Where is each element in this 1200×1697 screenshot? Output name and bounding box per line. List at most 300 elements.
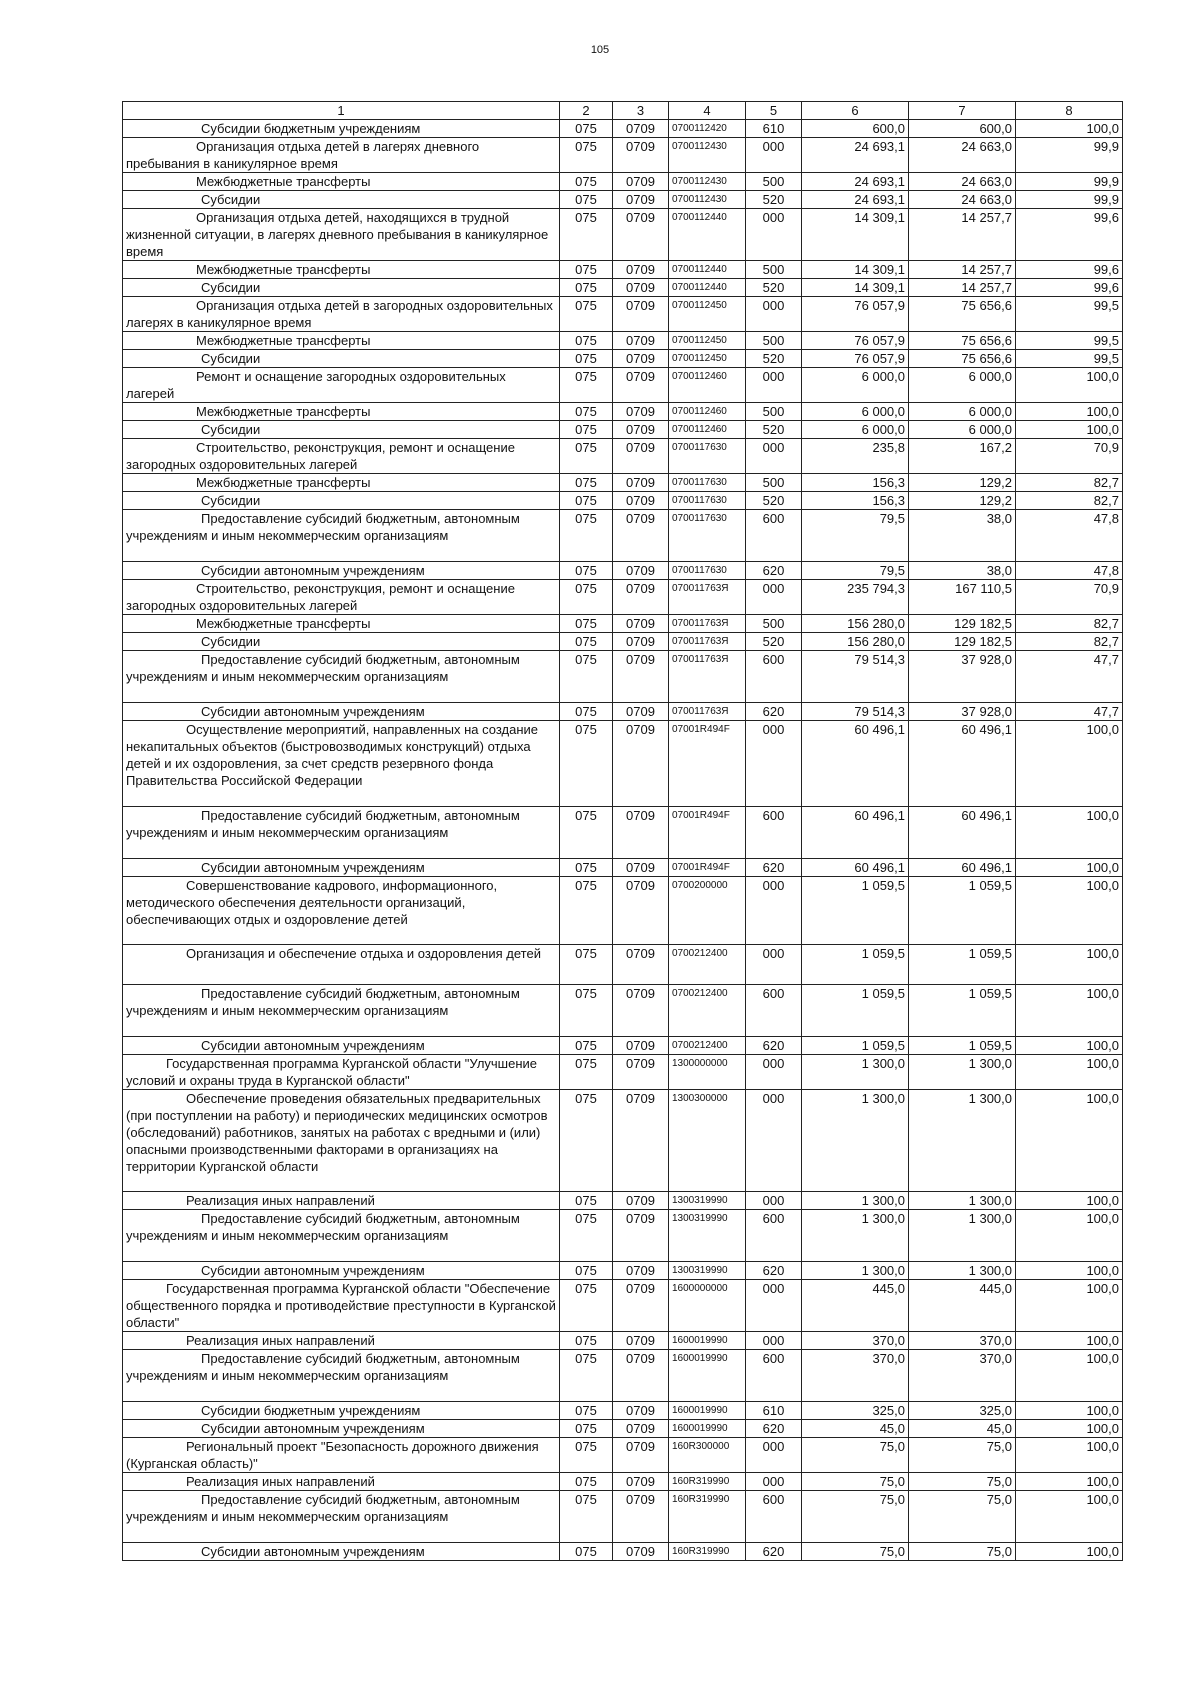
expense-type-cell: 600 bbox=[746, 510, 802, 562]
actual-amount-cell: 37 928,0 bbox=[909, 703, 1016, 721]
expense-type-cell: 000 bbox=[746, 1055, 802, 1090]
target-article-cell: 0700112450 bbox=[669, 350, 746, 368]
admin-code-cell: 075 bbox=[560, 1473, 613, 1491]
admin-code-cell: 075 bbox=[560, 721, 613, 807]
execution-percent-cell: 100,0 bbox=[1016, 1280, 1123, 1332]
admin-code-cell: 075 bbox=[560, 439, 613, 474]
planned-amount-cell: 600,0 bbox=[802, 120, 909, 138]
expense-type-cell: 000 bbox=[746, 721, 802, 807]
section-code-cell: 0709 bbox=[613, 1491, 669, 1543]
actual-amount-cell: 1 300,0 bbox=[909, 1192, 1016, 1210]
target-article-cell: 1600019990 bbox=[669, 1402, 746, 1420]
row-name-text: Предоставление субсидий бюджетным, автономным учреждениям и иным некоммерческим организациям bbox=[126, 986, 520, 1018]
table-row bbox=[123, 807, 1123, 859]
table-row bbox=[123, 721, 1123, 807]
table-row bbox=[123, 580, 1123, 615]
column-header: 2 bbox=[560, 102, 613, 120]
row-name-cell bbox=[123, 1055, 560, 1090]
admin-code-cell: 075 bbox=[560, 633, 613, 651]
table-row bbox=[123, 474, 1123, 492]
row-name-text: Ремонт и оснащение загородных оздоровительных лагерей bbox=[126, 369, 506, 401]
execution-percent-cell: 70,9 bbox=[1016, 580, 1123, 615]
actual-amount-cell: 38,0 bbox=[909, 510, 1016, 562]
row-name-cell bbox=[123, 703, 560, 721]
execution-percent-cell: 47,8 bbox=[1016, 510, 1123, 562]
expense-type-cell: 500 bbox=[746, 615, 802, 633]
actual-amount-cell: 6 000,0 bbox=[909, 403, 1016, 421]
admin-code-cell: 075 bbox=[560, 492, 613, 510]
actual-amount-cell: 24 663,0 bbox=[909, 191, 1016, 209]
table-row bbox=[123, 492, 1123, 510]
planned-amount-cell: 1 300,0 bbox=[802, 1055, 909, 1090]
actual-amount-cell: 60 496,1 bbox=[909, 859, 1016, 877]
planned-amount-cell: 76 057,9 bbox=[802, 332, 909, 350]
column-header: 8 bbox=[1016, 102, 1123, 120]
execution-percent-cell: 100,0 bbox=[1016, 1332, 1123, 1350]
section-code-cell: 0709 bbox=[613, 403, 669, 421]
execution-percent-cell: 99,9 bbox=[1016, 191, 1123, 209]
execution-percent-cell: 100,0 bbox=[1016, 1543, 1123, 1561]
row-name-text: Субсидии bbox=[201, 493, 261, 508]
expense-type-cell: 500 bbox=[746, 173, 802, 191]
target-article-cell: 1300300000 bbox=[669, 1090, 746, 1192]
execution-percent-cell: 70,9 bbox=[1016, 439, 1123, 474]
actual-amount-cell: 1 059,5 bbox=[909, 1037, 1016, 1055]
execution-percent-cell: 100,0 bbox=[1016, 1420, 1123, 1438]
row-name-cell bbox=[123, 859, 560, 877]
section-code-cell: 0709 bbox=[613, 807, 669, 859]
execution-percent-cell: 100,0 bbox=[1016, 421, 1123, 439]
row-name-text: Организация и обеспечение отдыха и оздоровления детей bbox=[186, 946, 541, 961]
expense-type-cell: 000 bbox=[746, 1090, 802, 1192]
target-article-cell: 1600000000 bbox=[669, 1280, 746, 1332]
target-article-cell: 160R300000 bbox=[669, 1438, 746, 1473]
admin-code-cell: 075 bbox=[560, 945, 613, 985]
execution-percent-cell: 99,9 bbox=[1016, 173, 1123, 191]
row-name-text: Межбюджетные трансферты bbox=[196, 404, 371, 419]
table-row bbox=[123, 1473, 1123, 1491]
execution-percent-cell: 100,0 bbox=[1016, 1350, 1123, 1402]
execution-percent-cell: 100,0 bbox=[1016, 859, 1123, 877]
expense-type-cell: 520 bbox=[746, 421, 802, 439]
table-row bbox=[123, 1037, 1123, 1055]
row-name-cell bbox=[123, 1037, 560, 1055]
section-code-cell: 0709 bbox=[613, 1055, 669, 1090]
table-row bbox=[123, 297, 1123, 332]
planned-amount-cell: 156 280,0 bbox=[802, 615, 909, 633]
section-code-cell: 0709 bbox=[613, 1262, 669, 1280]
table-row bbox=[123, 421, 1123, 439]
table-row bbox=[123, 439, 1123, 474]
actual-amount-cell: 60 496,1 bbox=[909, 807, 1016, 859]
table-row bbox=[123, 1090, 1123, 1192]
planned-amount-cell: 6 000,0 bbox=[802, 421, 909, 439]
row-name-text: Субсидии автономным учреждениям bbox=[201, 1544, 425, 1559]
row-name-text: Строительство, реконструкция, ремонт и оснащение загородных оздоровительных лагерей bbox=[126, 440, 515, 472]
planned-amount-cell: 235 794,3 bbox=[802, 580, 909, 615]
execution-percent-cell: 100,0 bbox=[1016, 120, 1123, 138]
planned-amount-cell: 24 693,1 bbox=[802, 173, 909, 191]
table-row bbox=[123, 562, 1123, 580]
admin-code-cell: 075 bbox=[560, 580, 613, 615]
row-name-text: Межбюджетные трансферты bbox=[196, 262, 371, 277]
admin-code-cell: 075 bbox=[560, 120, 613, 138]
table-row bbox=[123, 209, 1123, 261]
row-name-text: Государственная программа Курганской области "Улучшение условий и охраны труда в Курганской области" bbox=[126, 1056, 538, 1088]
expense-type-cell: 620 bbox=[746, 1262, 802, 1280]
section-code-cell: 0709 bbox=[613, 474, 669, 492]
section-code-cell: 0709 bbox=[613, 1280, 669, 1332]
table-row bbox=[123, 703, 1123, 721]
row-name-cell bbox=[123, 1280, 560, 1332]
row-name-text: Межбюджетные трансферты bbox=[196, 174, 371, 189]
section-code-cell: 0709 bbox=[613, 332, 669, 350]
actual-amount-cell: 14 257,7 bbox=[909, 279, 1016, 297]
admin-code-cell: 075 bbox=[560, 985, 613, 1037]
target-article-cell: 0700112430 bbox=[669, 173, 746, 191]
target-article-cell: 0700112440 bbox=[669, 279, 746, 297]
actual-amount-cell: 75,0 bbox=[909, 1543, 1016, 1561]
planned-amount-cell: 75,0 bbox=[802, 1491, 909, 1543]
admin-code-cell: 075 bbox=[560, 138, 613, 173]
execution-percent-cell: 99,5 bbox=[1016, 297, 1123, 332]
target-article-cell: 070011763Я bbox=[669, 651, 746, 703]
row-name-text: Предоставление субсидий бюджетным, автономным учреждениям и иным некоммерческим организациям bbox=[126, 1351, 520, 1383]
admin-code-cell: 075 bbox=[560, 403, 613, 421]
row-name-cell bbox=[123, 877, 560, 945]
row-name-cell bbox=[123, 138, 560, 173]
actual-amount-cell: 1 059,5 bbox=[909, 945, 1016, 985]
expense-type-cell: 000 bbox=[746, 1332, 802, 1350]
table-row bbox=[123, 1332, 1123, 1350]
row-name-text: Организация отдыха детей в лагерях дневного пребывания в каникулярное время bbox=[126, 139, 480, 171]
actual-amount-cell: 1 300,0 bbox=[909, 1210, 1016, 1262]
table-row bbox=[123, 173, 1123, 191]
row-name-cell bbox=[123, 1473, 560, 1491]
row-name-text: Субсидии автономным учреждениям bbox=[201, 563, 425, 578]
section-code-cell: 0709 bbox=[613, 279, 669, 297]
admin-code-cell: 075 bbox=[560, 1420, 613, 1438]
actual-amount-cell: 167 110,5 bbox=[909, 580, 1016, 615]
target-article-cell: 0700112440 bbox=[669, 209, 746, 261]
row-name-cell bbox=[123, 1332, 560, 1350]
actual-amount-cell: 24 663,0 bbox=[909, 173, 1016, 191]
column-header: 5 bbox=[746, 102, 802, 120]
section-code-cell: 0709 bbox=[613, 985, 669, 1037]
actual-amount-cell: 14 257,7 bbox=[909, 209, 1016, 261]
target-article-cell: 1300000000 bbox=[669, 1055, 746, 1090]
actual-amount-cell: 370,0 bbox=[909, 1350, 1016, 1402]
expense-type-cell: 620 bbox=[746, 859, 802, 877]
column-header: 4 bbox=[669, 102, 746, 120]
execution-percent-cell: 47,8 bbox=[1016, 562, 1123, 580]
target-article-cell: 0700112420 bbox=[669, 120, 746, 138]
table-row bbox=[123, 1055, 1123, 1090]
target-article-cell: 0700112460 bbox=[669, 368, 746, 403]
row-name-text: Реализация иных направлений bbox=[186, 1193, 375, 1208]
row-name-cell bbox=[123, 439, 560, 474]
actual-amount-cell: 129 182,5 bbox=[909, 633, 1016, 651]
expense-type-cell: 500 bbox=[746, 261, 802, 279]
expense-type-cell: 000 bbox=[746, 138, 802, 173]
section-code-cell: 0709 bbox=[613, 1037, 669, 1055]
table-row bbox=[123, 1280, 1123, 1332]
row-name-text: Субсидии бюджетным учреждениям bbox=[201, 121, 421, 136]
expense-type-cell: 600 bbox=[746, 1491, 802, 1543]
planned-amount-cell: 14 309,1 bbox=[802, 209, 909, 261]
table-row bbox=[123, 403, 1123, 421]
execution-percent-cell: 100,0 bbox=[1016, 403, 1123, 421]
row-name-text: Организация отдыха детей, находящихся в трудной жизненной ситуации, в лагерях дневного пребывания в каникулярное время bbox=[126, 210, 549, 259]
row-name-cell bbox=[123, 615, 560, 633]
row-name-cell bbox=[123, 1491, 560, 1543]
target-article-cell: 07001R494F bbox=[669, 721, 746, 807]
admin-code-cell: 075 bbox=[560, 1402, 613, 1420]
section-code-cell: 0709 bbox=[613, 580, 669, 615]
row-name-cell bbox=[123, 633, 560, 651]
table-row bbox=[123, 1491, 1123, 1543]
expense-type-cell: 500 bbox=[746, 332, 802, 350]
row-name-cell bbox=[123, 562, 560, 580]
section-code-cell: 0709 bbox=[613, 615, 669, 633]
target-article-cell: 070011763Я bbox=[669, 703, 746, 721]
column-header: 6 bbox=[802, 102, 909, 120]
actual-amount-cell: 370,0 bbox=[909, 1332, 1016, 1350]
planned-amount-cell: 235,8 bbox=[802, 439, 909, 474]
admin-code-cell: 075 bbox=[560, 651, 613, 703]
admin-code-cell: 075 bbox=[560, 562, 613, 580]
header-row bbox=[123, 102, 1123, 120]
row-name-cell bbox=[123, 279, 560, 297]
row-name-text: Совершенствование кадрового, информационного, методического обеспечения деятельности организаций, обеспечивающих отдых и оздоровление детей bbox=[126, 878, 498, 927]
admin-code-cell: 075 bbox=[560, 332, 613, 350]
section-code-cell: 0709 bbox=[613, 439, 669, 474]
admin-code-cell: 075 bbox=[560, 474, 613, 492]
expense-type-cell: 000 bbox=[746, 1192, 802, 1210]
table-row bbox=[123, 279, 1123, 297]
row-name-text: Организация отдыха детей в загородных оздоровительных лагерях в каникулярное время bbox=[126, 298, 553, 330]
target-article-cell: 070011763Я bbox=[669, 580, 746, 615]
target-article-cell: 070011763Я bbox=[669, 633, 746, 651]
row-name-cell bbox=[123, 1262, 560, 1280]
target-article-cell: 0700117630 bbox=[669, 510, 746, 562]
actual-amount-cell: 75 656,6 bbox=[909, 350, 1016, 368]
planned-amount-cell: 79,5 bbox=[802, 510, 909, 562]
execution-percent-cell: 82,7 bbox=[1016, 615, 1123, 633]
execution-percent-cell: 100,0 bbox=[1016, 1473, 1123, 1491]
admin-code-cell: 075 bbox=[560, 807, 613, 859]
row-name-text: Предоставление субсидий бюджетным, автономным учреждениям и иным некоммерческим организациям bbox=[126, 652, 520, 684]
table-row bbox=[123, 1350, 1123, 1402]
row-name-cell bbox=[123, 403, 560, 421]
row-name-cell bbox=[123, 173, 560, 191]
expense-type-cell: 000 bbox=[746, 368, 802, 403]
admin-code-cell: 075 bbox=[560, 1543, 613, 1561]
row-name-cell bbox=[123, 1420, 560, 1438]
planned-amount-cell: 1 300,0 bbox=[802, 1210, 909, 1262]
target-article-cell: 0700212400 bbox=[669, 985, 746, 1037]
section-code-cell: 0709 bbox=[613, 562, 669, 580]
row-name-cell bbox=[123, 474, 560, 492]
admin-code-cell: 075 bbox=[560, 510, 613, 562]
target-article-cell: 1300319990 bbox=[669, 1262, 746, 1280]
table-row bbox=[123, 985, 1123, 1037]
planned-amount-cell: 1 059,5 bbox=[802, 945, 909, 985]
planned-amount-cell: 14 309,1 bbox=[802, 261, 909, 279]
actual-amount-cell: 129 182,5 bbox=[909, 615, 1016, 633]
section-code-cell: 0709 bbox=[613, 703, 669, 721]
admin-code-cell: 075 bbox=[560, 1192, 613, 1210]
expense-type-cell: 610 bbox=[746, 1402, 802, 1420]
section-code-cell: 0709 bbox=[613, 859, 669, 877]
actual-amount-cell: 1 059,5 bbox=[909, 877, 1016, 945]
actual-amount-cell: 75 656,6 bbox=[909, 297, 1016, 332]
actual-amount-cell: 325,0 bbox=[909, 1402, 1016, 1420]
budget-table bbox=[122, 101, 1123, 1561]
admin-code-cell: 075 bbox=[560, 261, 613, 279]
admin-code-cell: 075 bbox=[560, 279, 613, 297]
admin-code-cell: 075 bbox=[560, 297, 613, 332]
row-name-cell bbox=[123, 209, 560, 261]
target-article-cell: 1300319990 bbox=[669, 1192, 746, 1210]
actual-amount-cell: 60 496,1 bbox=[909, 721, 1016, 807]
table-row bbox=[123, 1192, 1123, 1210]
row-name-text: Субсидии bbox=[201, 634, 261, 649]
table-row bbox=[123, 615, 1123, 633]
target-article-cell: 0700112460 bbox=[669, 403, 746, 421]
section-code-cell: 0709 bbox=[613, 510, 669, 562]
actual-amount-cell: 600,0 bbox=[909, 120, 1016, 138]
row-name-cell bbox=[123, 297, 560, 332]
expense-type-cell: 500 bbox=[746, 474, 802, 492]
target-article-cell: 0700117630 bbox=[669, 474, 746, 492]
admin-code-cell: 075 bbox=[560, 615, 613, 633]
admin-code-cell: 075 bbox=[560, 1438, 613, 1473]
row-name-cell bbox=[123, 1402, 560, 1420]
planned-amount-cell: 75,0 bbox=[802, 1543, 909, 1561]
admin-code-cell: 075 bbox=[560, 209, 613, 261]
target-article-cell: 0700112450 bbox=[669, 297, 746, 332]
admin-code-cell: 075 bbox=[560, 1210, 613, 1262]
section-code-cell: 0709 bbox=[613, 1473, 669, 1491]
row-name-cell bbox=[123, 945, 560, 985]
admin-code-cell: 075 bbox=[560, 350, 613, 368]
expense-type-cell: 620 bbox=[746, 562, 802, 580]
row-name-cell bbox=[123, 1350, 560, 1402]
expense-type-cell: 000 bbox=[746, 209, 802, 261]
target-article-cell: 0700212400 bbox=[669, 945, 746, 985]
table-row bbox=[123, 1420, 1123, 1438]
execution-percent-cell: 99,6 bbox=[1016, 261, 1123, 279]
row-name-cell bbox=[123, 1543, 560, 1561]
execution-percent-cell: 99,9 bbox=[1016, 138, 1123, 173]
expense-type-cell: 600 bbox=[746, 985, 802, 1037]
row-name-text: Субсидии bbox=[201, 280, 261, 295]
actual-amount-cell: 37 928,0 bbox=[909, 651, 1016, 703]
row-name-text: Субсидии bbox=[201, 422, 261, 437]
section-code-cell: 0709 bbox=[613, 191, 669, 209]
planned-amount-cell: 156 280,0 bbox=[802, 633, 909, 651]
planned-amount-cell: 76 057,9 bbox=[802, 350, 909, 368]
expense-type-cell: 600 bbox=[746, 807, 802, 859]
expense-type-cell: 000 bbox=[746, 1473, 802, 1491]
planned-amount-cell: 156,3 bbox=[802, 474, 909, 492]
planned-amount-cell: 1 300,0 bbox=[802, 1262, 909, 1280]
execution-percent-cell: 100,0 bbox=[1016, 721, 1123, 807]
expense-type-cell: 620 bbox=[746, 1420, 802, 1438]
execution-percent-cell: 100,0 bbox=[1016, 877, 1123, 945]
planned-amount-cell: 156,3 bbox=[802, 492, 909, 510]
target-article-cell: 1600019990 bbox=[669, 1420, 746, 1438]
planned-amount-cell: 6 000,0 bbox=[802, 368, 909, 403]
section-code-cell: 0709 bbox=[613, 651, 669, 703]
target-article-cell: 0700117630 bbox=[669, 562, 746, 580]
section-code-cell: 0709 bbox=[613, 138, 669, 173]
planned-amount-cell: 79 514,3 bbox=[802, 703, 909, 721]
expense-type-cell: 000 bbox=[746, 945, 802, 985]
target-article-cell: 0700112460 bbox=[669, 421, 746, 439]
admin-code-cell: 075 bbox=[560, 859, 613, 877]
planned-amount-cell: 1 300,0 bbox=[802, 1090, 909, 1192]
execution-percent-cell: 100,0 bbox=[1016, 1262, 1123, 1280]
admin-code-cell: 075 bbox=[560, 703, 613, 721]
table-row bbox=[123, 120, 1123, 138]
execution-percent-cell: 82,7 bbox=[1016, 633, 1123, 651]
expense-type-cell: 500 bbox=[746, 403, 802, 421]
execution-percent-cell: 100,0 bbox=[1016, 1090, 1123, 1192]
row-name-text: Субсидии автономным учреждениям bbox=[201, 1038, 425, 1053]
row-name-text: Субсидии автономным учреждениям bbox=[201, 1421, 425, 1436]
planned-amount-cell: 79,5 bbox=[802, 562, 909, 580]
table-row bbox=[123, 651, 1123, 703]
column-header: 3 bbox=[613, 102, 669, 120]
target-article-cell: 1600019990 bbox=[669, 1332, 746, 1350]
actual-amount-cell: 445,0 bbox=[909, 1280, 1016, 1332]
table-row bbox=[123, 859, 1123, 877]
execution-percent-cell: 100,0 bbox=[1016, 1491, 1123, 1543]
expense-type-cell: 520 bbox=[746, 492, 802, 510]
row-name-text: Субсидии bbox=[201, 192, 261, 207]
actual-amount-cell: 1 300,0 bbox=[909, 1262, 1016, 1280]
table-row bbox=[123, 510, 1123, 562]
row-name-cell bbox=[123, 807, 560, 859]
execution-percent-cell: 82,7 bbox=[1016, 474, 1123, 492]
table-row bbox=[123, 1438, 1123, 1473]
row-name-text: Реализация иных направлений bbox=[186, 1333, 375, 1348]
planned-amount-cell: 24 693,1 bbox=[802, 138, 909, 173]
row-name-text: Реализация иных направлений bbox=[186, 1474, 375, 1489]
row-name-text: Строительство, реконструкция, ремонт и оснащение загородных оздоровительных лагерей bbox=[126, 581, 515, 613]
admin-code-cell: 075 bbox=[560, 368, 613, 403]
row-name-text: Предоставление субсидий бюджетным, автономным учреждениям и иным некоммерческим организациям bbox=[126, 1492, 520, 1524]
row-name-cell bbox=[123, 580, 560, 615]
section-code-cell: 0709 bbox=[613, 1350, 669, 1402]
target-article-cell: 0700200000 bbox=[669, 877, 746, 945]
expense-type-cell: 610 bbox=[746, 120, 802, 138]
planned-amount-cell: 60 496,1 bbox=[802, 807, 909, 859]
planned-amount-cell: 1 059,5 bbox=[802, 985, 909, 1037]
planned-amount-cell: 325,0 bbox=[802, 1402, 909, 1420]
row-name-text: Субсидии бюджетным учреждениям bbox=[201, 1403, 421, 1418]
section-code-cell: 0709 bbox=[613, 120, 669, 138]
row-name-text: Предоставление субсидий бюджетным, автономным учреждениям и иным некоммерческим организациям bbox=[126, 1211, 520, 1243]
section-code-cell: 0709 bbox=[613, 877, 669, 945]
target-article-cell: 0700117630 bbox=[669, 439, 746, 474]
expense-type-cell: 600 bbox=[746, 1350, 802, 1402]
row-name-text: Обеспечение проведения обязательных предварительных (при поступлении на работу) и периодических медицинских осмотров (обследований) работников, занятых на работах с вредными и (или) опасными производственными факторами в организациях на территории Курганской области bbox=[126, 1091, 548, 1174]
target-article-cell: 07001R494F bbox=[669, 859, 746, 877]
expense-type-cell: 600 bbox=[746, 1210, 802, 1262]
